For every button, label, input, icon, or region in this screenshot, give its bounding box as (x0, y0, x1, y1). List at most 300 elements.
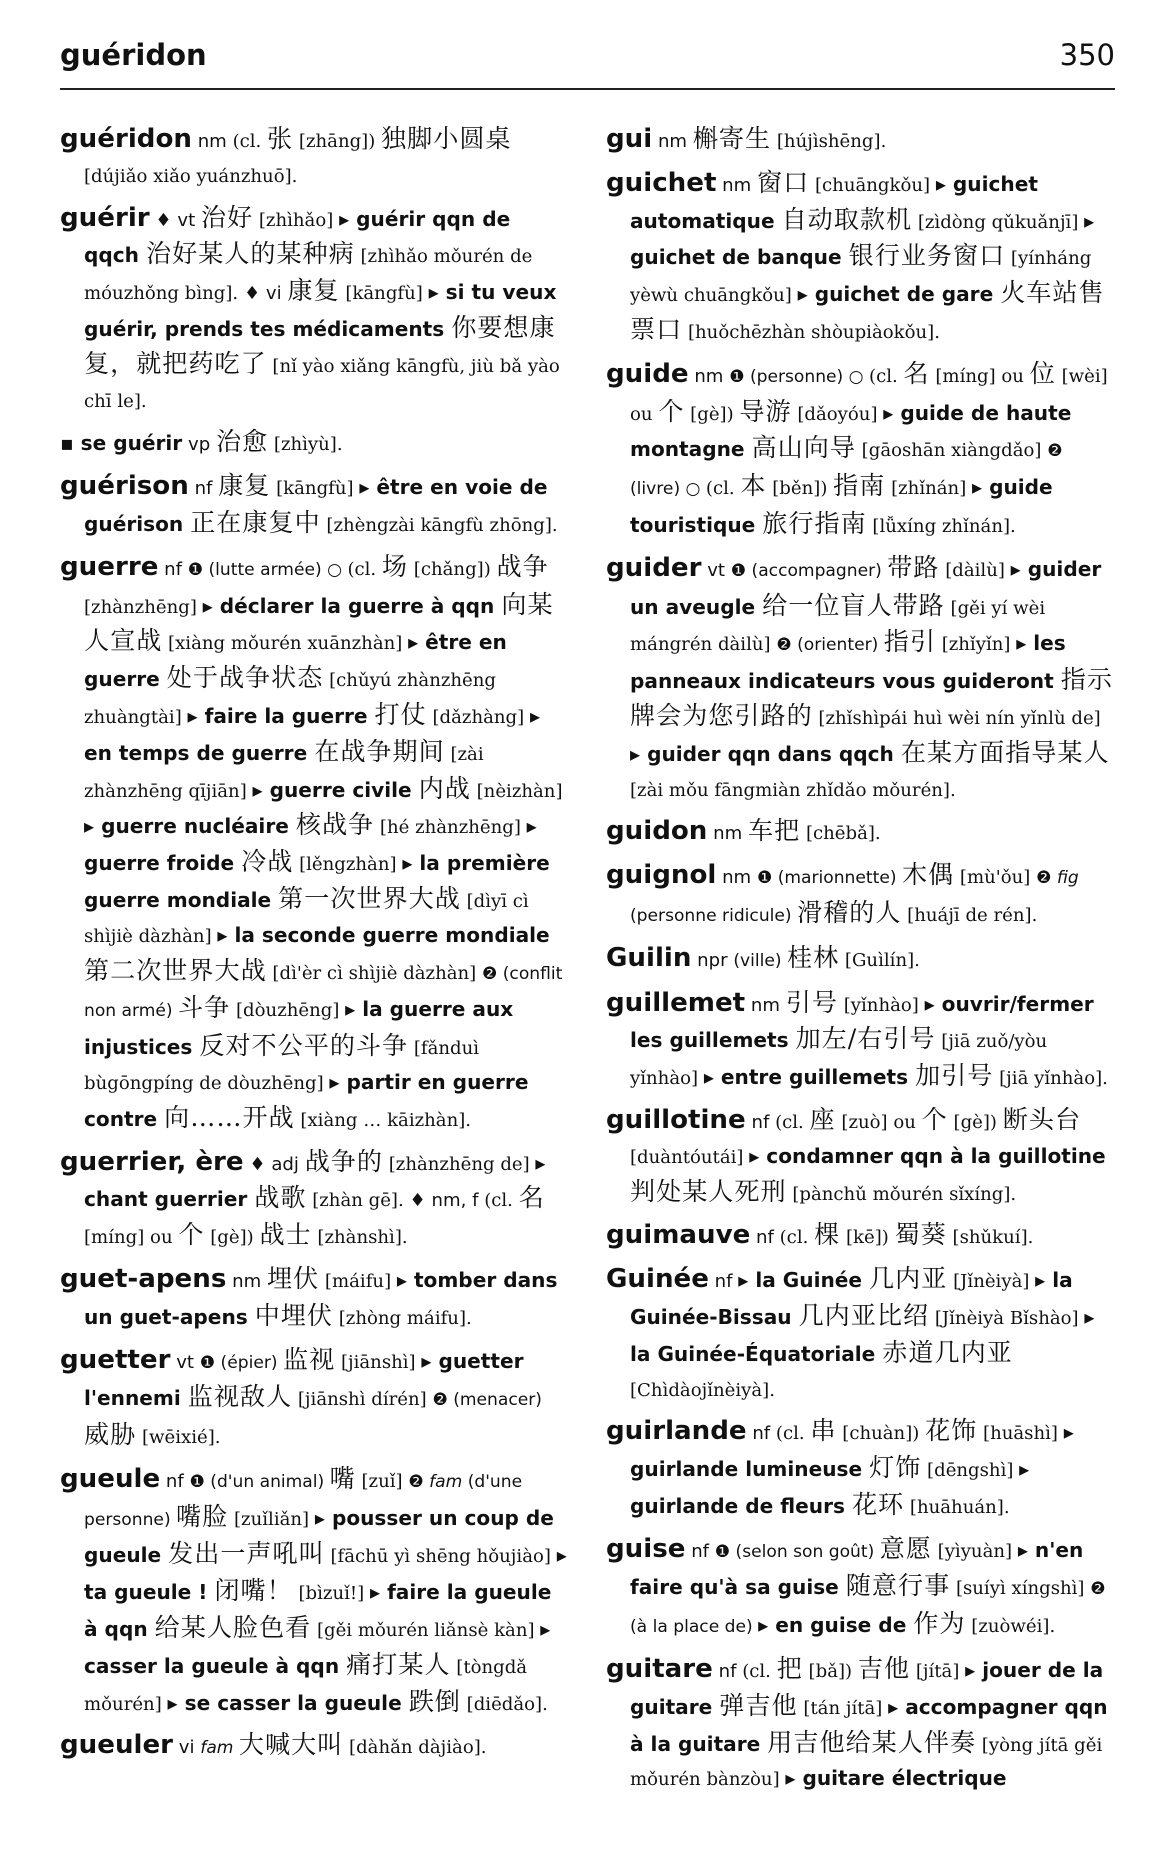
example-phrase: ▸ ta gueule ! (84, 1543, 567, 1605)
sense-note: ❷ (à la place de) (630, 1579, 1106, 1638)
sense-note: (ville) (733, 950, 787, 971)
grammar-label: nf (750, 1227, 780, 1249)
pinyin-text: [Chìdàojǐnèiyà]. (630, 1379, 775, 1401)
pinyin-text: [Jǐnèiyà] (947, 1271, 1036, 1293)
sense-note: ❶ (lutte armée) ○ (187, 559, 348, 580)
dictionary-entry (606, 1414, 1116, 1524)
example-phrase: ▸ entre guillemets (703, 1065, 916, 1090)
grammar-label: nf (745, 1111, 776, 1133)
chinese-translation: 棵 (814, 1220, 841, 1250)
pinyin-text: [huǒchēzhàn shòupiàokǒu]. (682, 321, 940, 343)
chinese-translation: 判处某人死刑 (630, 1176, 787, 1206)
pinyin-text: (cl. (779, 1227, 815, 1249)
pinyin-text: [zuò] ou (835, 1111, 922, 1133)
pinyin-text: [jiānshì] (335, 1351, 422, 1373)
pinyin-text: [xiàng … kāizhàn]. (294, 1109, 472, 1131)
headword: gui (606, 124, 653, 154)
chinese-translation: 银行业务窗口 (848, 241, 1006, 271)
example-phrase: ▸ tomber dans un guet-apens (84, 1267, 558, 1329)
sense-note: ❶ (selon son goût) (714, 1541, 880, 1562)
chinese-translation: 加左/右引号 (795, 1024, 936, 1054)
pinyin-text: [běn]) (766, 478, 834, 500)
headword: guidon (606, 816, 708, 847)
pinyin-text: [zhìyù]. (268, 434, 343, 456)
dictionary-entry (606, 1218, 1116, 1255)
chinese-translation: 第一次世界大战 (278, 883, 461, 913)
pinyin-text: [jiā zuǒ/yòu yǐnhào] (630, 1031, 1048, 1090)
usage-label: fam (429, 1471, 468, 1492)
pinyin-text: [dìyī cì shìjiè dàzhàn] (84, 890, 529, 947)
chinese-translation: 导游 (739, 396, 792, 426)
chinese-translation: 滑稽的人 (797, 897, 902, 927)
dictionary-entry (606, 1532, 1116, 1645)
chinese-translation: 自动取款机 (781, 204, 913, 234)
pinyin-text: [bǎ]) (802, 1661, 858, 1683)
pinyin-text: [kē]) (840, 1227, 895, 1249)
example-phrase: ▸ la première guerre mondiale (84, 851, 550, 912)
chinese-translation: 把 (776, 1654, 803, 1684)
chinese-translation: 加引号 (915, 1061, 994, 1091)
pinyin-text: [hújìshēng]. (771, 131, 887, 152)
chinese-translation: 给某人脸色看 (154, 1613, 312, 1643)
chinese-translation: 内战 (418, 773, 471, 803)
pinyin-text: (cl. (742, 1661, 777, 1683)
headword: guignol (606, 860, 717, 891)
pinyin-text: [nǐ yào xiǎng kāngfù, jiù bǎ yào chī le]. (84, 355, 560, 412)
pinyin-text: (cl. (347, 558, 382, 580)
pinyin-text: [zhìhǎo mǒurén de móuzhǒng bìng]. (84, 246, 533, 305)
pinyin-text: [pànchǔ mǒurén sǐxíng]. (786, 1183, 1017, 1205)
chinese-translation: 闭嘴！ (214, 1576, 293, 1606)
usage-label: fam (200, 1738, 239, 1759)
grammar-label: ♦ adj (243, 1153, 305, 1175)
headword: guerrier, ère (60, 1146, 244, 1177)
example-phrase: ▸ être en guerre (84, 630, 507, 692)
headword: guérison (60, 471, 189, 502)
grammar-label: vt (170, 1351, 200, 1373)
chinese-translation: 作为 (913, 1609, 966, 1639)
chinese-translation: 赤道几内亚 (882, 1337, 1013, 1367)
pinyin-text: (cl. (775, 1111, 810, 1133)
sense-note: ❷ (1036, 868, 1057, 889)
sense-note: ❶ (personne) ○ (729, 366, 870, 387)
pinyin-text: [gāoshān xiàngdǎo] (855, 440, 1048, 462)
pinyin-text: [zhòng máifu]. (333, 1307, 472, 1329)
grammar-label: nm (191, 131, 233, 152)
pinyin-text: [mù'ǒu] (954, 867, 1037, 889)
pinyin-text: [zhànzhēng] (84, 596, 203, 618)
pinyin-text: [diēdǎo]. (460, 1693, 548, 1715)
example-phrase: ▸ la seconde guerre mondiale (217, 922, 550, 947)
pinyin-text: [dì'èr cì shìjiè dàzhàn] (266, 962, 482, 984)
pinyin-text: [lǚxíng zhǐnán]. (866, 515, 1016, 537)
chinese-translation: 跌倒 (408, 1686, 461, 1716)
example-phrase: ▸ déclarer la guerre à qqn (202, 593, 502, 618)
pinyin-text: [jítā] (910, 1661, 966, 1683)
sense-note: ❶ (d'un animal) (189, 1471, 330, 1492)
chinese-translation: 高山向导 (751, 433, 856, 463)
headword: gueule (60, 1463, 161, 1494)
example-phrase: ▸ en guise de (758, 1613, 914, 1638)
chinese-translation: 灯饰 (869, 1453, 922, 1483)
sense-note: ❶ (marionnette) (756, 868, 902, 889)
pinyin-text: [wèi] ou (630, 365, 1108, 425)
dictionary-entry (606, 357, 1116, 544)
chinese-translation: 斗争 (178, 993, 231, 1023)
chinese-translation: 康复 (287, 276, 340, 306)
pinyin-text: [zhèngzài kāngfù zhōng]. (320, 514, 558, 536)
example-phrase: ▸ guirlande de fleurs (630, 1457, 1030, 1518)
pinyin-text: [gěi yí wèi mángrén dàilù] (630, 597, 1046, 656)
chinese-translation: 康复 (218, 471, 271, 501)
dictionary-entry (606, 551, 1116, 808)
example-phrase: ▸ condamner qqn à la guillotine (749, 1143, 1106, 1168)
dictionary-entry (606, 122, 1116, 159)
example-phrase: ▸ guitare électrique (785, 1766, 1007, 1791)
example-phrase: ▸ guetter l'ennemi (84, 1348, 524, 1411)
chinese-translation: 嘴 (329, 1463, 356, 1493)
chinese-translation: 指引 (883, 627, 936, 657)
chinese-translation: 桂林 (786, 942, 840, 972)
pinyin-text: [huāshì] (977, 1423, 1064, 1445)
pinyin-text: [dàhǎn dàjiào]. (343, 1737, 487, 1759)
pinyin-text: [yòng jítā gěi mǒurén bànzòu] (630, 1734, 1103, 1791)
headword: guise (606, 1533, 686, 1564)
pinyin-text: [chǎng]) (408, 558, 497, 580)
grammar-label: nm (688, 365, 730, 387)
pinyin-text: [zhàn gē]. (306, 1190, 410, 1212)
page-header (60, 26, 1115, 90)
grammar-label: nm (716, 174, 758, 196)
grammar-label: vi (173, 1737, 201, 1759)
pinyin-text: [dòuzhēng] (230, 1000, 346, 1022)
chinese-translation: 座 (809, 1104, 836, 1134)
chinese-translation: 发出一声吼叫 (168, 1539, 325, 1569)
dictionary-entry (60, 550, 570, 1138)
chinese-translation: 旅行指南 (762, 508, 867, 538)
pinyin-text: [zhànshì]. (311, 1227, 408, 1249)
chinese-translation: 指南 (833, 471, 886, 501)
dictionary-entry (60, 1343, 570, 1455)
pinyin-text: [dēngshì] (921, 1460, 1020, 1482)
dictionary-entry (60, 1462, 570, 1722)
chinese-translation: 名 (903, 358, 930, 388)
chinese-translation: 痛打某人 (346, 1649, 451, 1679)
grammar-label: nm (745, 994, 786, 1016)
example-phrase: ▸ être en voie de guérison (84, 475, 548, 536)
pinyin-text: [chuàn]) (836, 1423, 926, 1445)
chinese-translation: 个 (921, 1104, 948, 1134)
sense-note: ❷ (conflit non armé) (84, 963, 563, 1022)
headword: guichet (606, 167, 717, 198)
dictionary-entry (60, 201, 570, 419)
chinese-translation: 张 (267, 124, 294, 153)
page-number: 350 (1059, 38, 1115, 72)
left-column (60, 122, 570, 1773)
chinese-translation: 名 (518, 1183, 545, 1213)
chinese-translation: 花环 (851, 1489, 905, 1519)
pinyin-text: [zài zhànzhēng qījiān] (84, 743, 484, 802)
pinyin-text: [Guìlín]. (839, 949, 920, 971)
chinese-translation: 木偶 (901, 860, 955, 890)
headword: guirlande (606, 1416, 747, 1447)
dictionary-entry (60, 425, 570, 462)
pinyin-text: (cl. (705, 478, 741, 500)
pinyin-text: [zhǐnán] (885, 478, 973, 500)
chinese-translation: 反对不公平的斗争 (199, 1031, 409, 1061)
dictionary-entry (606, 858, 1116, 934)
chinese-translation: 窗口 (757, 167, 810, 197)
dictionary-entry (60, 1262, 570, 1336)
chinese-translation: 带路 (887, 552, 940, 582)
pinyin-text: [nèizhàn] (470, 780, 563, 802)
headword: guitare (606, 1654, 713, 1685)
chinese-translation: 监视敌人 (187, 1382, 293, 1412)
chinese-translation: 在战争期间 (314, 736, 445, 766)
example-phrase: ▪ se guérir (60, 431, 183, 456)
example-phrase: ▸ guichet de banque (630, 208, 1095, 270)
chinese-translation: 战歌 (254, 1183, 307, 1213)
chinese-translation: 用吉他给某人伴奏 (767, 1727, 977, 1757)
dictionary-entry (606, 1103, 1116, 1211)
grammar-label: nf (746, 1423, 776, 1445)
pinyin-text: [zuǐ] (355, 1470, 409, 1492)
example-phrase: ▸ la Guinée-Bissau (630, 1268, 1073, 1329)
grammar-label: nf (685, 1540, 715, 1562)
pinyin-text: (cl. (484, 1190, 519, 1212)
chinese-translation: 引号 (785, 987, 838, 1017)
pinyin-text: [míng] ou (84, 1227, 179, 1249)
grammar-label: nm (226, 1270, 267, 1292)
pinyin-text: [zuòwéi]. (965, 1616, 1056, 1638)
chinese-translation: 位 (1029, 358, 1056, 388)
chinese-translation: 蜀葵 (894, 1220, 947, 1250)
chinese-translation: 随意行事 (845, 1571, 951, 1601)
pinyin-text: [zuǐliǎn] (228, 1508, 315, 1530)
pinyin-text: [yǐnhào] (837, 994, 925, 1016)
chinese-translation: 打仗 (374, 699, 427, 729)
grammar-label: vp (182, 434, 216, 456)
chinese-translation: 战争的 (304, 1146, 383, 1176)
chinese-translation: 本 (740, 471, 767, 501)
pinyin-text: [chuāngkǒu] (809, 174, 936, 196)
chinese-translation: 战争 (496, 551, 549, 581)
chinese-translation: 治好 (200, 202, 254, 232)
chinese-translation: 火车站售票口 (630, 278, 1105, 344)
chinese-translation: 串 (810, 1416, 837, 1446)
chinese-translation: 槲寄生 (692, 124, 772, 153)
pinyin-text: [huāhuán]. (904, 1496, 1010, 1518)
pinyin-text: [chǔyú zhànzhēng zhuàngtài] (84, 670, 496, 728)
pinyin-text: [dàilù] (939, 559, 1011, 581)
grammar-label: nm (652, 131, 693, 152)
example-phrase: ▸ guerre nucléaire (84, 814, 296, 839)
grammar-label: ♦ vt (149, 209, 201, 231)
example-phrase: ▸ guirlande lumineuse (630, 1420, 1074, 1482)
grammar-label: nm (716, 867, 757, 889)
pinyin-text: [chēbǎ]. (800, 823, 881, 845)
sense-note: ❷ (408, 1471, 430, 1492)
headword: guet-apens (60, 1263, 227, 1294)
example-phrase: ▸ guérir qqn de qqch (84, 206, 511, 268)
dictionary-entry (60, 1728, 570, 1766)
pinyin-text: [bìzuǐ!] (292, 1583, 370, 1605)
chinese-translation: 在某方面指导某人 (900, 737, 1110, 767)
sense-note: ❷ (menacer) (432, 1390, 542, 1411)
pinyin-text: [gè]) (204, 1227, 260, 1249)
dictionary-entry (606, 1262, 1116, 1407)
headword: guetter (60, 1344, 171, 1375)
chinese-translation: 断头台 (1002, 1104, 1082, 1134)
example-phrase: ▸ guichet de gare (797, 282, 1001, 307)
example-phrase: ▸ chant guerrier (84, 1150, 546, 1212)
chinese-translation: 治愈 (215, 427, 269, 457)
chinese-translation: 弹吉他 (719, 1690, 798, 1720)
example-phrase: ▸ n'en faire qu'à sa guise (630, 1537, 1084, 1600)
headword: guéridon (60, 124, 192, 154)
dictionary-entry (606, 941, 1116, 979)
example-phrase: ▸ casser la gueule à qqn (84, 1617, 551, 1678)
grammar-label: nf (708, 1271, 739, 1293)
pinyin-text: [wēixié]. (136, 1427, 221, 1449)
pinyin-text: [huájī de rén]. (901, 904, 1038, 926)
chinese-translation: 指示牌会为您引路的 (630, 665, 1113, 730)
chinese-translation: 个 (178, 1220, 205, 1250)
example-phrase: ▸ en temps de guerre (84, 703, 541, 765)
grammar-label: nm (707, 823, 748, 845)
grammar-label: ♦ nm, f (409, 1190, 485, 1212)
grammar-label: ♦ vi (243, 283, 288, 305)
sense-note: (d'une personne) (84, 1471, 523, 1530)
pinyin-text: [suíyì xíngshì] (950, 1578, 1091, 1600)
pinyin-text: (cl. (232, 131, 268, 152)
dictionary-entry (606, 166, 1116, 350)
pinyin-text: [gè]) (684, 403, 740, 425)
dictionary-entry (606, 1652, 1116, 1797)
pinyin-text: [xiàng mǒurén xuānzhàn] (162, 633, 409, 655)
chinese-translation: 花饰 (925, 1416, 978, 1446)
pinyin-text: [fāchū yì shēng hǒujiào] (324, 1546, 557, 1568)
pinyin-text: [gěi mǒurén liǎnsè kàn] (311, 1620, 541, 1642)
headword: Guinée (606, 1264, 709, 1295)
chinese-translation: 吉他 (857, 1654, 911, 1684)
headword: guérir (60, 202, 150, 233)
chinese-translation: 几内亚比绍 (798, 1300, 930, 1330)
headword: guillemet (606, 987, 746, 1018)
pinyin-text: [shǔkuí]. (946, 1227, 1034, 1249)
pinyin-text: [tòngdǎ mǒurén] (84, 1656, 528, 1715)
chinese-translation: 意愿 (879, 1533, 932, 1563)
pinyin-text: [Jǐnèiyà Bǐshào] (929, 1307, 1085, 1329)
chinese-translation: 给一位盲人带路 (762, 590, 945, 620)
chinese-translation: 威胁 (84, 1420, 137, 1450)
example-phrase: ▸ ouvrir/fermer les guillemets (630, 991, 1094, 1053)
chinese-translation: 监视 (282, 1344, 336, 1374)
pinyin-text: [jiānshì dírén] (292, 1389, 433, 1411)
pinyin-text: [tán jítā] (797, 1697, 889, 1719)
dictionary-entry (60, 469, 570, 543)
chinese-translation: 向某人宣战 (84, 589, 554, 656)
headword: guider (606, 552, 702, 583)
chinese-translation: 几内亚 (869, 1264, 948, 1294)
chinese-translation: 场 (381, 551, 409, 581)
grammar-label: npr (691, 949, 734, 971)
right-column (606, 122, 1116, 1804)
headword: guerre (60, 551, 159, 582)
pinyin-text: [kāngfù] (270, 478, 360, 500)
chinese-translation: 治好某人的某种病 (145, 239, 355, 269)
example-phrase: ▸ la guerre aux injustices (84, 997, 514, 1060)
example-phrase: ▸ guider un aveugle (630, 556, 1102, 619)
chinese-translation: 埋伏 (266, 1263, 320, 1293)
chinese-translation: 独脚小圆桌 (381, 124, 512, 153)
headword: guide (606, 358, 689, 389)
example-phrase: ▸ pousser un coup de gueule (84, 1505, 554, 1568)
example-phrase: ▸ guichet automatique (630, 171, 1038, 233)
pinyin-text: [zhǐyǐn] (935, 634, 1017, 656)
chinese-translation: 嘴脸 (176, 1501, 229, 1531)
pinyin-text: [zhǐshìpái huì wèi nín yǐnlù de] (812, 707, 1101, 729)
pinyin-text: [fǎnduì bùgōngpíng de dòuzhēng] (84, 1038, 480, 1094)
chinese-translation: 核战争 (295, 810, 375, 840)
pinyin-text: [zhànzhēng de] (383, 1153, 536, 1175)
example-phrase: ▸ faire la gueule à qqn (84, 1580, 552, 1642)
sense-note: ❷ (orienter) (776, 635, 884, 656)
example-phrase: ▸ partir en guerre contre (84, 1069, 529, 1131)
pinyin-text: [dǎoyóu] (791, 403, 884, 425)
pinyin-text: [jiā yǐnhào]. (993, 1068, 1108, 1090)
example-phrase: ▸ se casser la gueule (167, 1690, 409, 1715)
pinyin-text: (cl. (869, 365, 904, 387)
example-phrase: ▸ guider qqn dans qqch (630, 741, 901, 766)
example-phrase: ▸ accompagner qqn à la guitare (630, 1694, 1108, 1756)
dictionary-entry (60, 122, 570, 194)
chinese-translation: 车把 (748, 816, 801, 846)
example-phrase: ▸ guerre froide (84, 814, 537, 876)
pinyin-text: [zhìhǎo] (253, 209, 340, 231)
grammar-label: nf (158, 558, 188, 580)
pinyin-text: [zìdòng qǔkuǎnjī] (912, 211, 1085, 233)
chinese-translation: 战士 (259, 1220, 312, 1250)
headword: gueuler (60, 1730, 174, 1761)
chinese-translation: 正在康复中 (190, 507, 321, 537)
chinese-translation: 向……开战 (164, 1102, 295, 1132)
example-phrase: ▸ guide touristique (630, 475, 1053, 537)
example-phrase: ▸ jouer de la guitare (630, 1658, 1104, 1719)
example-phrase: ▸ guide de haute montagne (630, 400, 1072, 462)
sense-note: ❷ (livre) ○ (630, 441, 1063, 500)
chinese-translation: 冷战 (241, 847, 294, 877)
pinyin-text: [dújiǎo xiǎo yuánzhuō]. (84, 165, 298, 187)
example-phrase: ▸ les panneaux indicateurs vous guideront (630, 631, 1066, 694)
sense-note: ❶ (épier) (199, 1352, 283, 1373)
pinyin-text: [gè]) (947, 1111, 1003, 1133)
chinese-translation: 你要想康复，就把药吃了 (84, 312, 556, 378)
pinyin-text: [duàntóutái] (630, 1146, 750, 1168)
example-phrase: ▸ si tu veux guérir, prends tes médicaments (84, 280, 557, 341)
dictionary-entry (606, 986, 1116, 1096)
pinyin-text: [yìyuàn] (931, 1540, 1018, 1562)
example-phrase: ▸ faire la guerre (187, 703, 375, 728)
chinese-translation: 个 (658, 396, 685, 426)
chinese-translation: 中埋伏 (254, 1300, 333, 1330)
usage-label: fig (1056, 868, 1079, 889)
pinyin-text: [zài mǒu fāngmiàn zhǐdǎo mǒurén]. (630, 779, 956, 801)
headword: guimauve (606, 1220, 751, 1251)
dictionary-entry (60, 1145, 570, 1255)
sense-note: (personne ridicule) (630, 905, 798, 926)
pinyin-text: [máifu] (319, 1270, 397, 1292)
